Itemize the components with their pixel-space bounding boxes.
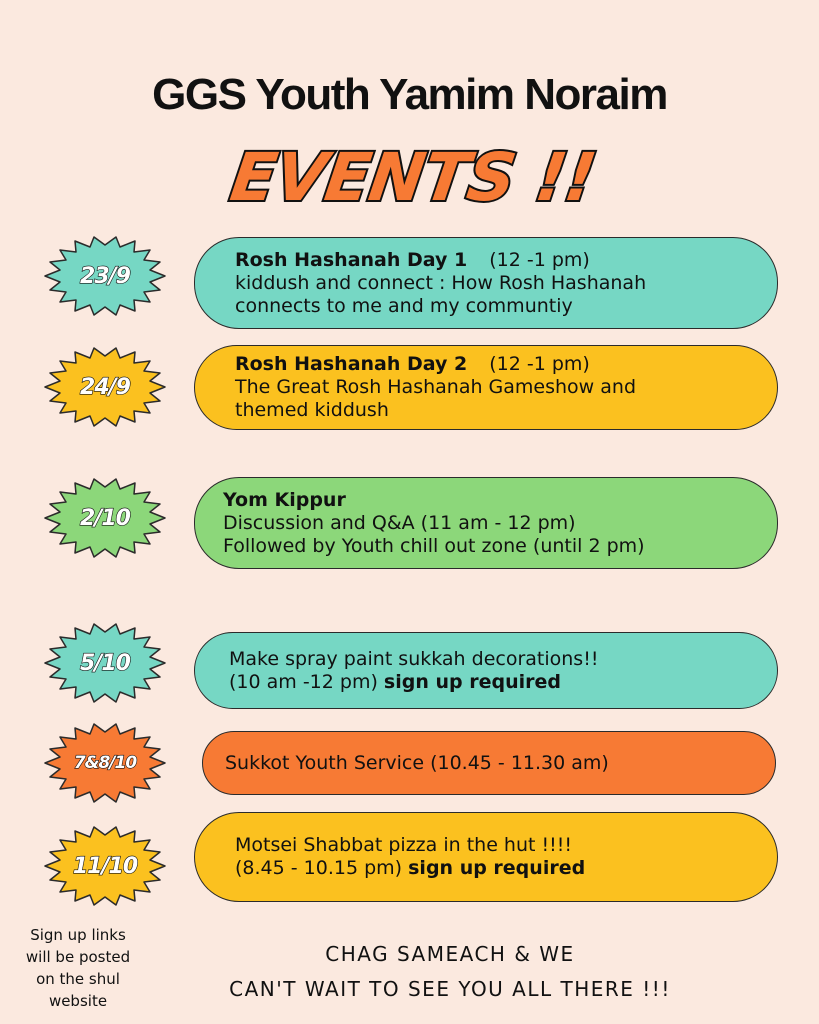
closing-line: CHAG SAMEACH & WE (325, 942, 575, 966)
event-description: connects to me and my communtiy (235, 294, 573, 317)
event-name: Yom Kippur (223, 488, 346, 511)
date-badge (40, 236, 170, 316)
date-label: 2/10 (80, 505, 130, 531)
date-badge (40, 826, 170, 906)
signup-links-note (8, 924, 148, 1012)
date-badge (40, 347, 170, 427)
footnote-line: will be posted (25, 948, 131, 966)
date-badge (40, 723, 170, 803)
event-title-line (235, 353, 757, 376)
event-time: (12 -1 pm) (489, 248, 590, 271)
event-time: (10 am -12 pm) (229, 670, 378, 693)
date-badge (40, 478, 170, 558)
event-title-line (235, 249, 757, 272)
events-heading (200, 128, 620, 228)
event-card (202, 731, 776, 795)
event-description: Motsei Shabbat pizza in the hut !!!! (235, 834, 572, 856)
event-description: The Great Rosh Hashanah Gameshow and (235, 376, 637, 398)
date-label: 7&8/10 (73, 753, 137, 773)
event-description-line (235, 857, 757, 880)
footnote-line: website (48, 992, 108, 1010)
date-label: 11/10 (72, 853, 138, 879)
signup-note: sign up required (408, 857, 586, 879)
event-card (194, 632, 778, 709)
event-card (194, 477, 778, 569)
date-label: 23/9 (80, 263, 130, 289)
event-time: (12 -1 pm) (489, 353, 590, 375)
events-heading-text: EVENTS !! (226, 138, 601, 216)
footnote-line: on the shul (36, 970, 120, 988)
date-badge (40, 623, 170, 703)
event-name: Rosh Hashanah Day 2 (235, 353, 468, 375)
event-description: Make spray paint sukkah decorations!! (229, 647, 599, 670)
closing-message (180, 937, 720, 1007)
event-description-line (229, 671, 757, 694)
event-description: Discussion and Q&A (11 am - 12 pm) (223, 511, 576, 534)
event-time: (8.45 - 10.15 pm) (235, 857, 403, 879)
closing-line: CAN'T WAIT TO SEE YOU ALL THERE !!! (229, 977, 671, 1001)
date-label: 5/10 (80, 650, 130, 676)
event-card (194, 812, 778, 902)
event-description: Followed by Youth chill out zone (until 2 pm) (223, 534, 645, 557)
event-description: kiddush and connect : How Rosh Hashanah (235, 271, 647, 294)
page-title: GGS Youth Yamim Noraim (152, 70, 667, 119)
signup-note: sign up required (383, 670, 561, 693)
event-title-line (223, 489, 757, 512)
event-card (194, 345, 778, 430)
event-description: Sukkot Youth Service (10.45 - 11.30 am) (225, 751, 609, 774)
date-label: 24/9 (80, 374, 130, 400)
event-card (194, 237, 778, 329)
footnote-line: Sign up links (30, 926, 126, 944)
event-description: themed kiddush (235, 399, 389, 421)
event-name: Rosh Hashanah Day 1 (235, 248, 468, 271)
